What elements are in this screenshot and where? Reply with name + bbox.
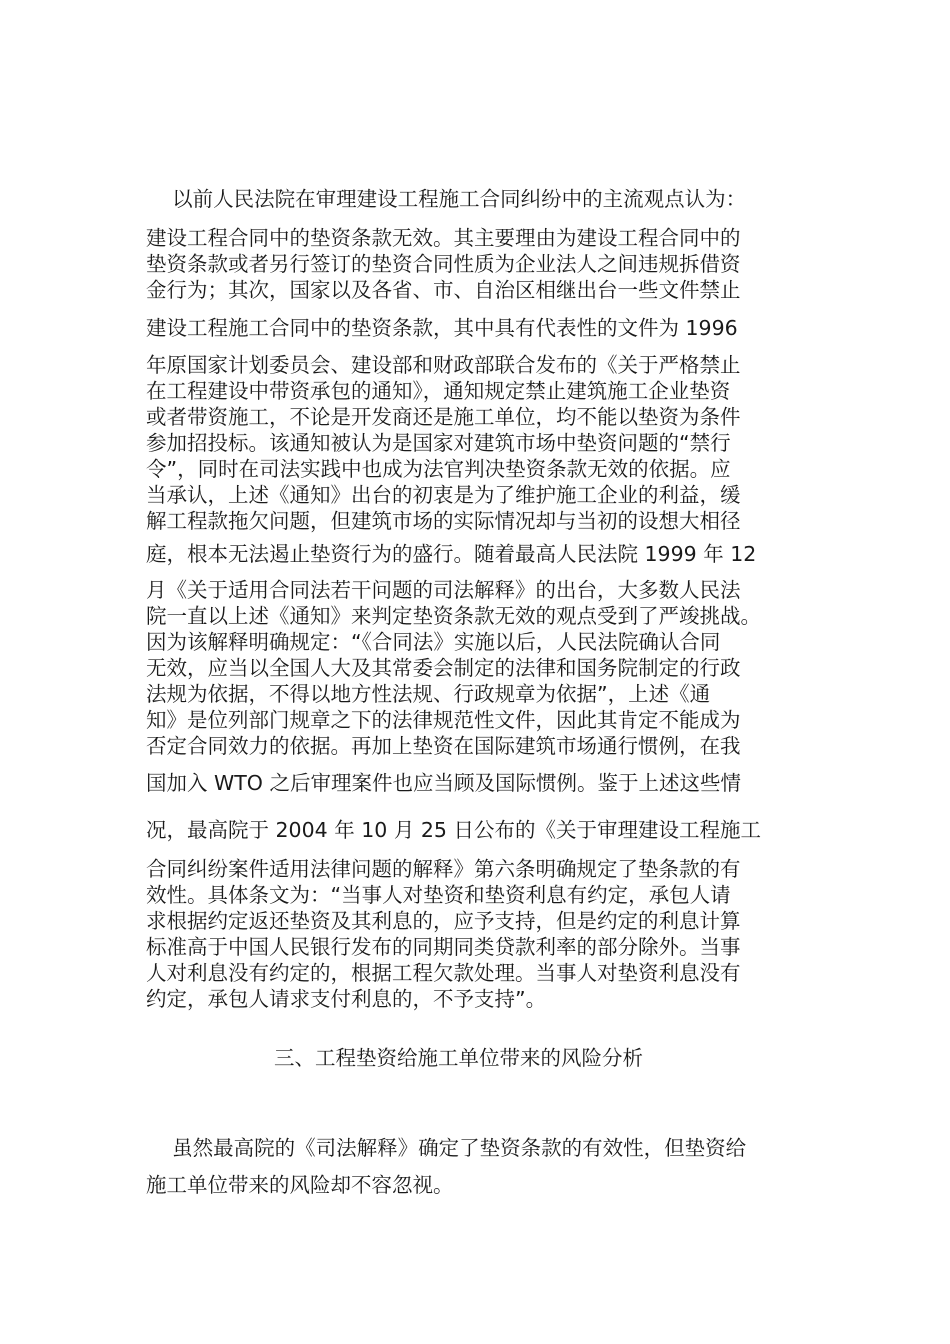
text-line: 在工程建设中带资承包的通知》，通知规定禁止建筑施工企业垫资 bbox=[146, 379, 731, 403]
text-line: 金行为；其次，国家以及各省、市、自治区相继出台一些文件禁止 bbox=[146, 278, 741, 302]
section-heading: 三、工程垫资给施工单位带来的风险分析 bbox=[274, 1046, 643, 1070]
text-line: 求根据约定返还垫资及其利息的，应予支持，但是约定的利息计算 bbox=[146, 909, 741, 933]
text-line: 年原国家计划委员会、建设部和财政部联合发布的《关于严格禁止 bbox=[146, 353, 741, 377]
text-line: 约定，承包人请求支付利息的，不予支持”。 bbox=[146, 987, 547, 1011]
text-line: 知》是位列部门规章之下的法律规范性文件，因此其肯定不能成为 bbox=[146, 708, 741, 732]
text-line: 或者带资施工，不论是开发商还是施工单位，均不能以垫资为条件 bbox=[146, 405, 741, 429]
text-line: 参加招投标。该通知被认为是国家对建筑市场中垫资问题的“禁行 bbox=[146, 431, 731, 455]
text-line: 标准高于中国人民银行发布的同期同类贷款利率的部分除外。当事 bbox=[146, 935, 741, 959]
text-line: 以前人民法院在审理建设工程施工合同纠纷中的主流观点认为： bbox=[146, 187, 747, 211]
text-line: 建设工程合同中的垫资条款无效。其主要理由为建设工程合同中的 bbox=[146, 226, 741, 250]
text-line: 施工单位带来的风险却不容忽视。 bbox=[146, 1173, 454, 1197]
text-line: 效性。具体条文为：“当事人对垫资和垫资利息有约定，承包人请 bbox=[146, 883, 731, 907]
text-line: 因为该解释明确规定：“《合同法》实施以后，人民法院确认合同 bbox=[146, 630, 721, 654]
text-line: 月《关于适用合同法若干问题的司法解释》的出台，大多数人民法 bbox=[146, 578, 741, 602]
text-line: 法规为依据，不得以地方性法规、行政规章为依据”，上述《通 bbox=[146, 682, 711, 706]
text-line: 庭，根本无法遏止垫资行为的盛行。随着最高人民法院 1999 年 12 bbox=[146, 542, 757, 566]
text-line: 令”，同时在司法实践中也成为法官判决垫资条款无效的依据。应 bbox=[146, 457, 731, 481]
text-line: 合同纠纷案件适用法律问题的解释》第六条明确规定了垫条款的有 bbox=[146, 857, 741, 881]
text-line: 无效，应当以全国人大及其常委会制定的法律和国务院制定的行政 bbox=[146, 656, 741, 680]
text-line: 当承认，上述《通知》出台的初衷是为了维护施工企业的利益，缓 bbox=[146, 483, 741, 507]
text-line: 解工程款拖欠问题，但建筑市场的实际情况却与当初的设想大相径 bbox=[146, 509, 741, 533]
text-line: 建设工程施工合同中的垫资条款，其中具有代表性的文件为 1996 bbox=[146, 316, 738, 340]
text-line: 垫资条款或者另行签订的垫资合同性质为企业法人之间违规拆借资 bbox=[146, 252, 741, 276]
text-line: 国加入 WTO 之后审理案件也应当顾及国际惯例。鉴于上述这些情 bbox=[146, 771, 741, 795]
text-line: 否定合同效力的依据。再加上垫资在国际建筑市场通行惯例，在我 bbox=[146, 734, 741, 758]
text-line: 况，最高院于 2004 年 10 月 25 日公布的《关于审理建设工程施工 bbox=[146, 818, 761, 842]
text-line: 人对利息没有约定的，根据工程欠款处理。当事人对垫资利息没有 bbox=[146, 961, 741, 985]
text-line: 虽然最高院的《司法解释》确定了垫资条款的有效性，但垫资给 bbox=[146, 1136, 747, 1160]
text-line: 院一直以上述《通知》来判定垫资条款无效的观点受到了严竣挑战。 bbox=[146, 604, 761, 628]
